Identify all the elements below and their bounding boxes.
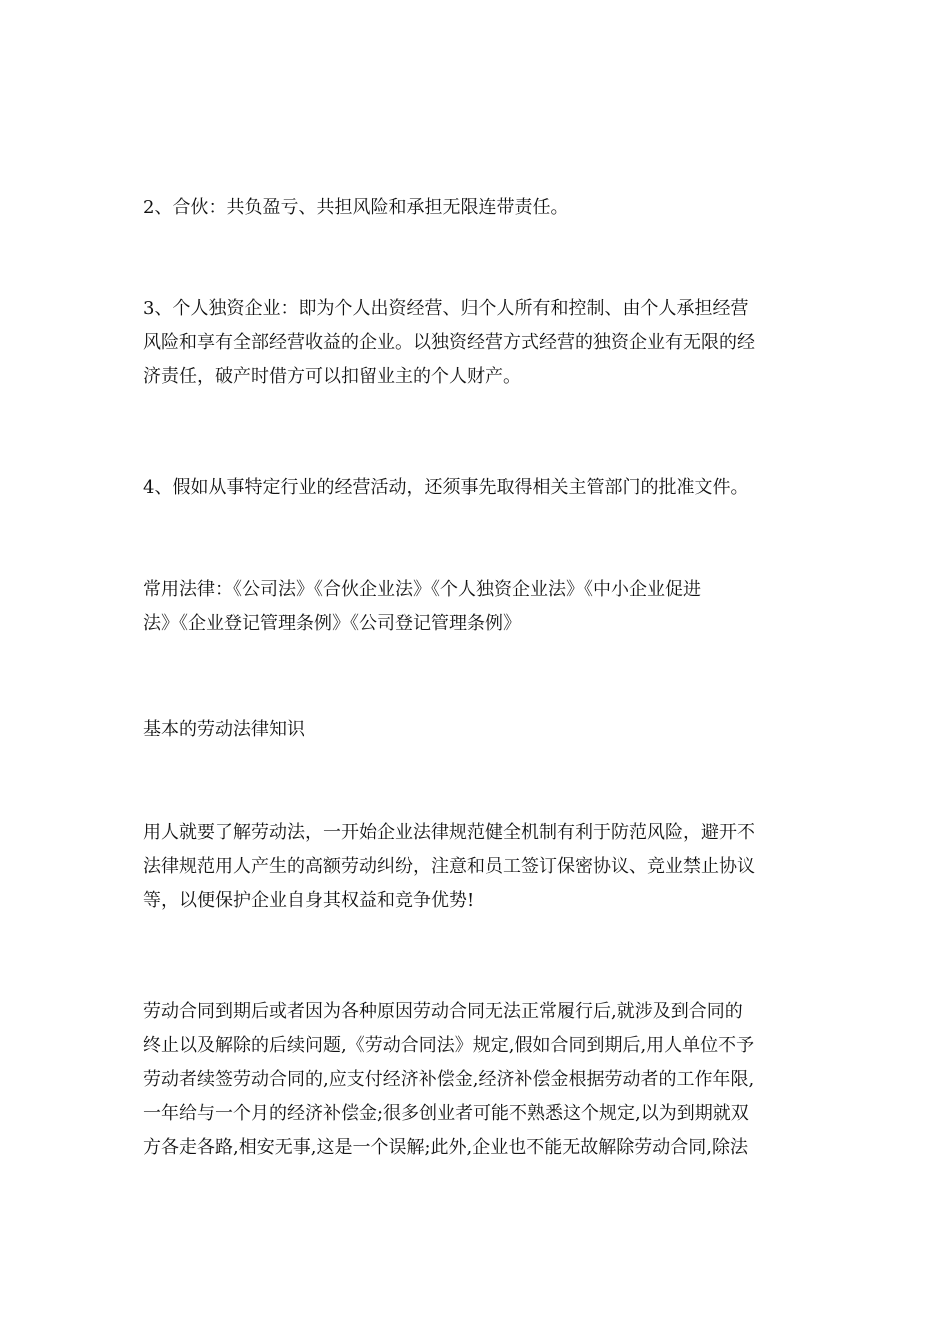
text-line: 劳动合同到期后或者因为各种原因劳动合同无法正常履行后,就涉及到合同的 <box>143 1001 743 1022</box>
text-line: 常用法律：《公司法》《合伙企业法》《个人独资企业法》《中小企业促进 <box>143 579 701 600</box>
text-line: 济责任，破产时借方可以扣留业主的个人财产。 <box>143 366 521 387</box>
paragraph-labor-law-intro <box>143 816 805 918</box>
paragraph-partnership <box>143 191 805 225</box>
text-line: 4、假如从事特定行业的经营活动，还须事先取得相关主管部门的批准文件。 <box>143 477 749 498</box>
paragraph-special-industry <box>143 471 805 505</box>
section-heading-labor-law <box>143 713 805 747</box>
text-line: 3、个人独资企业：即为个人出资经营、归个人所有和控制、由个人承担经营 <box>143 298 749 319</box>
text-line: 2、合伙：共负盈亏、共担风险和承担无限连带责任。 <box>143 197 569 218</box>
text-line: 一年给与一个月的经济补偿金;很多创业者可能不熟悉这个规定,以为到期就双 <box>143 1103 749 1124</box>
text-line: 法》《企业登记管理条例》《公司登记管理条例》 <box>143 613 521 634</box>
paragraph-common-laws <box>143 573 805 641</box>
paragraph-labor-contract <box>143 995 805 1165</box>
text-line: 基本的劳动法律知识 <box>143 719 305 740</box>
text-line: 等，以便保护企业自身其权益和竞争优势! <box>143 890 475 911</box>
text-line: 法律规范用人产生的高额劳动纠纷，注意和员工签订保密协议、竞业禁止协议 <box>143 856 755 877</box>
text-line: 方各走各路,相安无事,这是一个误解;此外,企业也不能无故解除劳动合同,除法 <box>143 1137 748 1158</box>
text-line: 劳动者续签劳动合同的,应支付经济补偿金,经济补偿金根据劳动者的工作年限, <box>143 1069 755 1090</box>
paragraph-sole-proprietorship <box>143 292 805 394</box>
text-line: 终止以及解除的后续问题,《劳动合同法》规定,假如合同到期后,用人单位不予 <box>143 1035 755 1056</box>
text-line: 风险和享有全部经营收益的企业。以独资经营方式经营的独资企业有无限的经 <box>143 332 755 353</box>
text-line: 用人就要了解劳动法，一开始企业法律规范健全机制有利于防范风险，避开不 <box>143 822 755 843</box>
